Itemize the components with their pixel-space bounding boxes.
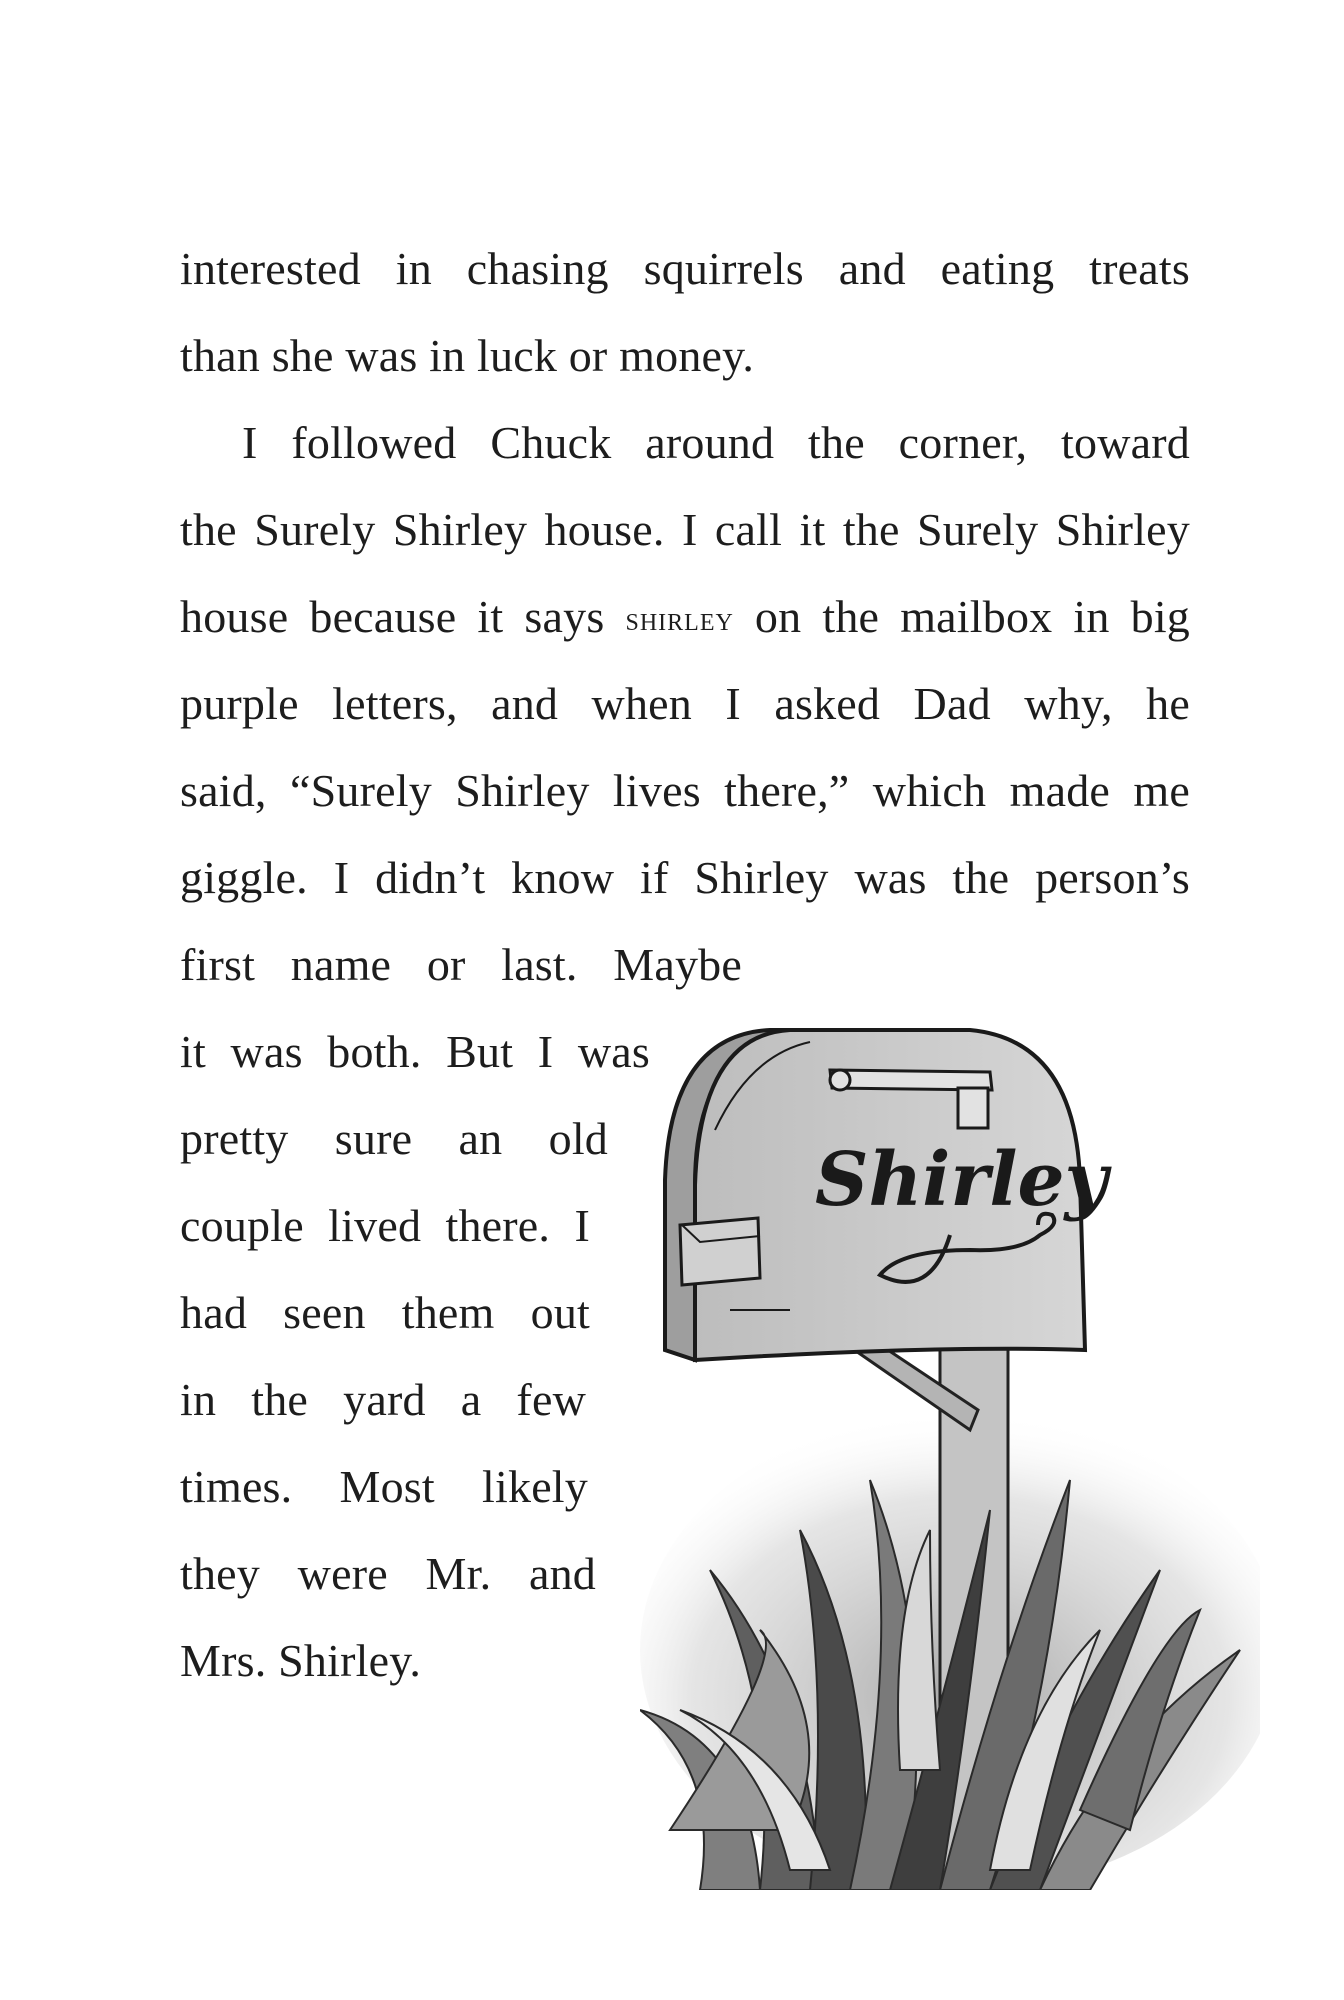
text-line-2: than she was in luck or money. xyxy=(180,330,755,381)
text-line-9: first name or last. Maybe xyxy=(180,939,742,990)
text-line-10: it was both. But I was xyxy=(180,1026,650,1077)
text-line-14: in the yard a few xyxy=(180,1374,586,1425)
text-line-3: I followed Chuck around the corner, toward xyxy=(242,417,1190,468)
mailbox-label: Shirley xyxy=(815,1137,1108,1223)
text-line-7: said, “Surely Shirley lives there,” which made me xyxy=(180,765,1190,816)
small-caps-shirley: SHIRLEY xyxy=(625,610,734,636)
text-line-12: couple lived there. I xyxy=(180,1200,590,1251)
text-line-5 xyxy=(180,591,1191,642)
text-line-11: pretty sure an old xyxy=(180,1113,608,1164)
text-line-4: the Surely Shirley house. I call it the Surely Shirley xyxy=(180,504,1190,555)
text-line-17: Mrs. Shirley. xyxy=(180,1635,422,1686)
text-line-1: interested in chasing squirrels and eating treats xyxy=(180,243,1190,294)
text-line-5-start: house because it says xyxy=(180,591,605,642)
text-line-15: times. Most likely xyxy=(180,1461,588,1512)
mailbox-illustration xyxy=(640,1010,1260,1890)
text-line-6: purple letters, and when I asked Dad why, he xyxy=(180,678,1190,729)
text-line-5-end: on the mailbox in big xyxy=(754,591,1191,642)
text-line-13: had seen them out xyxy=(180,1287,590,1338)
text-line-8: giggle. I didn’t know if Shirley was the person’s xyxy=(180,852,1190,903)
text-line-16: they were Mr. and xyxy=(180,1548,596,1599)
